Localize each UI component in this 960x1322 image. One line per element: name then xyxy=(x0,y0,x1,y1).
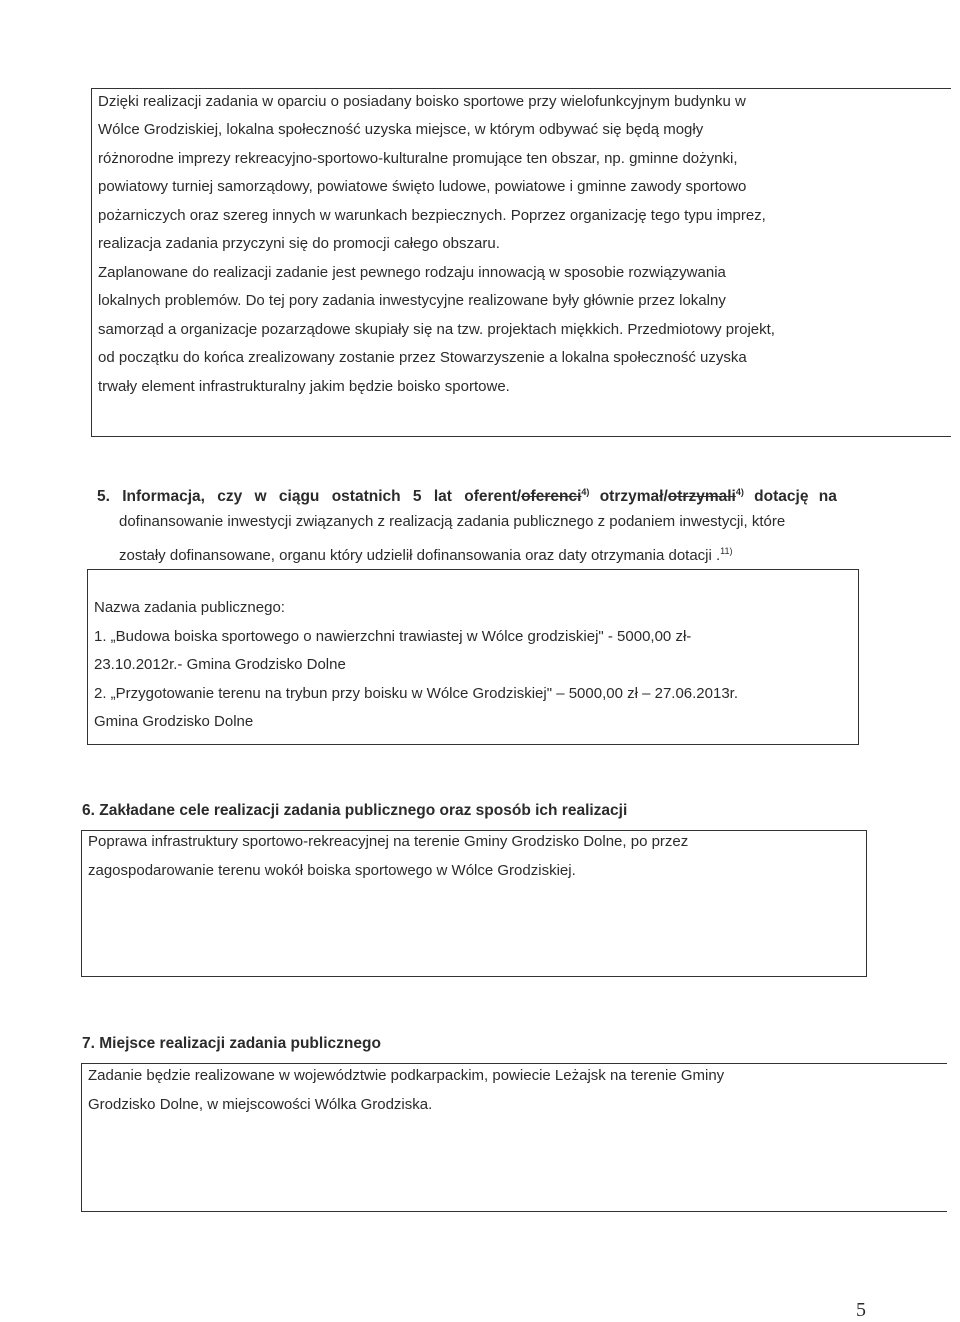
intro-line: od początku do końca zrealizowany zostanie przez Stowarzyszenie a lokalna społeczność uzyska xyxy=(98,349,747,366)
section5-line3: zostały dofinansowane, organu który udzielił dofinansowania oraz daty otrzymania dotacji . xyxy=(119,547,721,564)
section7-box-bottom-border xyxy=(81,1211,947,1212)
intro-line: powiatowy turniej samorządowy, powiatowe święto ludowe, powiatowe i gminne zawody sportowo xyxy=(98,178,747,195)
section6-box-line: zagospodarowanie terenu wokół boiska sportowego w Wólce Grodziskiej. xyxy=(88,862,576,879)
intro-line: lokalnych problemów. Do tej pory zadania inwestycyjne realizowane były głównie przez lokalny xyxy=(98,292,726,309)
section5-line3-wrap xyxy=(119,541,733,566)
section5-title-d: dotację na xyxy=(754,488,837,505)
section5-box-line: 2. „Przygotowanie terenu na trybun przy boisku w Wólce Grodziskiej" – 5000,00 zł – 27.06.2013r. xyxy=(94,685,739,702)
intro-box-top-border xyxy=(91,88,951,89)
section5-sup3: 11) xyxy=(720,546,733,556)
section5-sup1: 4) xyxy=(581,487,590,497)
section5-line2: dofinansowanie inwestycji związanych z realizacją zadania publicznego z podaniem inwestycji, które xyxy=(119,513,786,530)
intro-line: Zaplanowane do realizacji zadanie jest pewnego rodzaju innowacją w sposobie rozwiązywania xyxy=(98,264,726,281)
intro-line: samorząd a organizacje pozarządowe skupiały się na tzw. projektach miękkich. Przedmiotowy projekt, xyxy=(98,321,775,338)
section5-title-strike2: otrzymali xyxy=(667,488,736,505)
intro-line: Wólce Grodziskiej, lokalna społeczność uzyska miejsce, w którym odbywać się będą mogły xyxy=(98,121,704,138)
intro-line: Dzięki realizacji zadania w oparciu o posiadany boisko sportowe przy wielofunkcyjnym budynku w xyxy=(98,93,746,110)
section6-heading: 6. Zakładane cele realizacji zadania publicznego oraz sposób ich realizacji xyxy=(82,802,628,819)
section5-box-line: 1. „Budowa boiska sportowego o nawierzchni trawiastej w Wólce grodziskiej" - 5000,00 zł- xyxy=(94,628,692,645)
intro-line: pożarniczych oraz szereg innych w warunkach bezpiecznych. Poprzez organizację tego typu imprez, xyxy=(98,207,766,224)
intro-box-left-border xyxy=(91,88,92,436)
section6-box xyxy=(81,830,867,977)
section5-title-a: Informacja, czy w ciągu ostatnich 5 lat xyxy=(122,488,452,505)
section7-heading: 7. Miejsce realizacji zadania publicznego xyxy=(82,1035,381,1052)
section5-number: 5. xyxy=(97,488,110,505)
section7-box-top-border xyxy=(81,1063,947,1064)
section5-sup2: 4) xyxy=(735,487,744,497)
section5-box-line: Gmina Grodzisko Dolne xyxy=(94,713,254,730)
intro-box-bottom-border xyxy=(91,436,951,437)
section6-box-line: Poprawa infrastruktury sportowo-rekreacyjnej na terenie Gminy Grodzisko Dolne, po przez xyxy=(88,833,689,850)
intro-line: realizacja zadania przyczyni się do promocji całego obszaru. xyxy=(98,235,500,252)
section5-box-line: Nazwa zadania publicznego: xyxy=(94,599,285,616)
page-number: 5 xyxy=(856,1299,866,1321)
section7-box-line: Zadanie będzie realizowane w województwie podkarpackim, powiecie Leżajsk na terenie Gminy xyxy=(88,1067,725,1084)
section5-heading xyxy=(97,482,869,507)
intro-line: różnorodne imprezy rekreacyjno-sportowo-kulturalne promujące ten obszar, np. gminne dożynki, xyxy=(98,150,738,167)
section7-box-left-border xyxy=(81,1063,82,1211)
section5-title-strike1: oferenci xyxy=(521,488,582,505)
section7-box-line: Grodzisko Dolne, w miejscowości Wólka Grodziska. xyxy=(88,1096,433,1113)
section5-title-c: otrzymał/ xyxy=(599,488,668,505)
section5-title-b: oferent/ xyxy=(464,488,522,505)
intro-line: trwały element infrastrukturalny jakim będzie boisko sportowe. xyxy=(98,378,510,395)
section5-box-line: 23.10.2012r.- Gmina Grodzisko Dolne xyxy=(94,656,346,673)
